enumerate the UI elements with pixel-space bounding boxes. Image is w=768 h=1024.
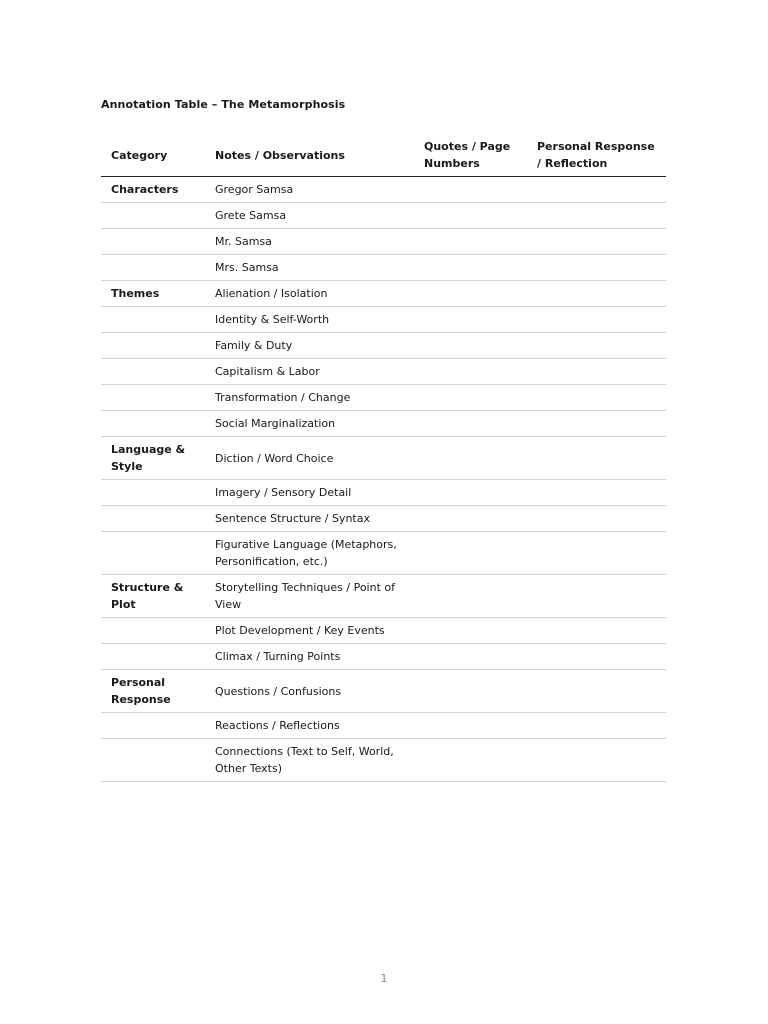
response-cell[interactable]: [527, 506, 666, 532]
note-cell: Climax / Turning Points: [205, 644, 414, 670]
table-body: [101, 177, 666, 782]
note-cell: Plot Development / Key Events: [205, 618, 414, 644]
table-row: [101, 713, 666, 739]
response-cell[interactable]: [527, 333, 666, 359]
response-cell[interactable]: [527, 670, 666, 713]
header-quotes: Quotes / Page Numbers: [414, 134, 527, 177]
table-row: [101, 480, 666, 506]
response-cell[interactable]: [527, 411, 666, 437]
category-cell: [101, 411, 205, 437]
note-cell: Questions / Confusions: [205, 670, 414, 713]
note-cell: Connections (Text to Self, World, Other Texts): [205, 739, 414, 782]
table-row: [101, 411, 666, 437]
note-cell: Diction / Word Choice: [205, 437, 414, 480]
note-cell: Mr. Samsa: [205, 229, 414, 255]
response-cell[interactable]: [527, 480, 666, 506]
quote-cell[interactable]: [414, 713, 527, 739]
header-row: [101, 134, 666, 177]
category-cell: [101, 385, 205, 411]
response-cell[interactable]: [527, 644, 666, 670]
note-cell: Alienation / Isolation: [205, 281, 414, 307]
quote-cell[interactable]: [414, 506, 527, 532]
response-cell[interactable]: [527, 739, 666, 782]
note-cell: Grete Samsa: [205, 203, 414, 229]
table-header: [101, 134, 666, 177]
header-response: Personal Response / Reflection: [527, 134, 666, 177]
quote-cell[interactable]: [414, 333, 527, 359]
table-row: [101, 255, 666, 281]
category-cell: [101, 506, 205, 532]
quote-cell[interactable]: [414, 480, 527, 506]
quote-cell[interactable]: [414, 385, 527, 411]
quote-cell[interactable]: [414, 618, 527, 644]
document-title: Annotation Table – The Metamorphosis: [101, 98, 346, 111]
note-cell: Social Marginalization: [205, 411, 414, 437]
response-cell[interactable]: [527, 203, 666, 229]
table-row: [101, 532, 666, 575]
note-cell: Gregor Samsa: [205, 177, 414, 203]
quote-cell[interactable]: [414, 411, 527, 437]
category-cell: [101, 359, 205, 385]
response-cell[interactable]: [527, 385, 666, 411]
category-cell: [101, 480, 205, 506]
header-notes: Notes / Observations: [205, 134, 414, 177]
response-cell[interactable]: [527, 575, 666, 618]
page-number: 1: [380, 972, 388, 985]
table-row: [101, 359, 666, 385]
table-row: [101, 618, 666, 644]
response-cell[interactable]: [527, 255, 666, 281]
table-row: [101, 670, 666, 713]
note-cell: Identity & Self-Worth: [205, 307, 414, 333]
category-cell: [101, 532, 205, 575]
note-cell: Sentence Structure / Syntax: [205, 506, 414, 532]
note-cell: Figurative Language (Metaphors, Personification, etc.): [205, 532, 414, 575]
annotation-table: [101, 134, 666, 782]
quote-cell[interactable]: [414, 575, 527, 618]
category-cell: Language & Style: [101, 437, 205, 480]
quote-cell[interactable]: [414, 229, 527, 255]
response-cell[interactable]: [527, 437, 666, 480]
quote-cell[interactable]: [414, 177, 527, 203]
response-cell[interactable]: [527, 359, 666, 385]
quote-cell[interactable]: [414, 203, 527, 229]
quote-cell[interactable]: [414, 307, 527, 333]
note-cell: Imagery / Sensory Detail: [205, 480, 414, 506]
quote-cell[interactable]: [414, 532, 527, 575]
category-cell: [101, 203, 205, 229]
table-row: [101, 203, 666, 229]
table-row: [101, 307, 666, 333]
quote-cell[interactable]: [414, 255, 527, 281]
quote-cell[interactable]: [414, 281, 527, 307]
note-cell: Transformation / Change: [205, 385, 414, 411]
table-row: [101, 506, 666, 532]
quote-cell[interactable]: [414, 644, 527, 670]
table-row: [101, 177, 666, 203]
category-cell: [101, 713, 205, 739]
response-cell[interactable]: [527, 177, 666, 203]
note-cell: Family & Duty: [205, 333, 414, 359]
category-cell: [101, 644, 205, 670]
category-cell: Characters: [101, 177, 205, 203]
note-cell: Capitalism & Labor: [205, 359, 414, 385]
response-cell[interactable]: [527, 307, 666, 333]
note-cell: Storytelling Techniques / Point of View: [205, 575, 414, 618]
category-cell: [101, 739, 205, 782]
table-row: [101, 739, 666, 782]
quote-cell[interactable]: [414, 739, 527, 782]
header-category: Category: [101, 134, 205, 177]
category-cell: [101, 333, 205, 359]
quote-cell[interactable]: [414, 359, 527, 385]
category-cell: Personal Response: [101, 670, 205, 713]
note-cell: Reactions / Reflections: [205, 713, 414, 739]
category-cell: [101, 229, 205, 255]
response-cell[interactable]: [527, 281, 666, 307]
table-row: [101, 281, 666, 307]
table-row: [101, 385, 666, 411]
category-cell: Structure & Plot: [101, 575, 205, 618]
category-cell: [101, 255, 205, 281]
response-cell[interactable]: [527, 532, 666, 575]
quote-cell[interactable]: [414, 437, 527, 480]
note-cell: Mrs. Samsa: [205, 255, 414, 281]
response-cell[interactable]: [527, 713, 666, 739]
response-cell[interactable]: [527, 618, 666, 644]
table-row: [101, 333, 666, 359]
category-cell: [101, 307, 205, 333]
response-cell[interactable]: [527, 229, 666, 255]
quote-cell[interactable]: [414, 670, 527, 713]
category-cell: Themes: [101, 281, 205, 307]
table-row: [101, 229, 666, 255]
category-cell: [101, 618, 205, 644]
table-row: [101, 644, 666, 670]
table-row: [101, 437, 666, 480]
table-row: [101, 575, 666, 618]
